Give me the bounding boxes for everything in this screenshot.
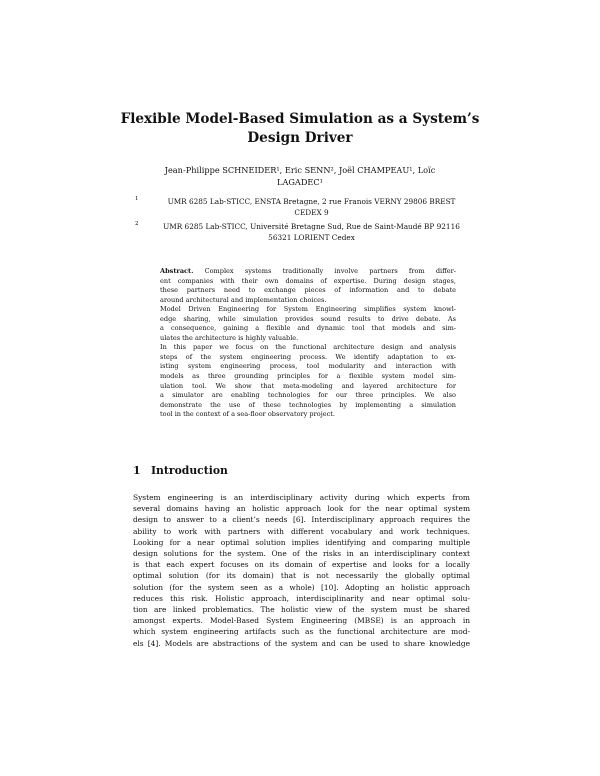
abstract-line: ent companies with their own domains of expertise. During design stages,: [160, 276, 456, 285]
abstract-line: ulates the architecture is highly valuable.: [160, 333, 299, 342]
body-line: design solutions for the system. One of the risks in an interdisciplinary context: [133, 549, 470, 559]
affiliation-line: 56321 LORIENT Cedex: [268, 233, 355, 242]
body-line: several domains having an holistic approach look for the near optimal system: [133, 504, 470, 514]
body-line: is that each expert focuses on its domain of expertise and looks for a locally: [133, 560, 470, 570]
affiliation-line: UMR 6285 Lab-STICC, ENSTA Bretagne, 2 rue Franois VERNY 29806 BREST: [167, 197, 456, 206]
abstract-line: models as three grounding principles for a flexible system model sim-: [160, 372, 456, 381]
abstract-text: Complex systems traditionally involve partners from differ-: [204, 267, 456, 275]
author-line: LAGADEC¹: [277, 177, 323, 187]
body-line: optimal solution (for its domain) that is not necessarily the globally optimal: [133, 571, 470, 581]
body-line: reduces this risk. Holistic approach, interdisciplinarity and near optimal solu-: [133, 593, 470, 603]
abstract-line: a simulator are enabling technologies for our three principles. We also: [160, 391, 456, 400]
affiliation-line: UMR 6285 Lab-STICC, Université Bretagne Sud, Rue de Saint-Maudé BP 92116: [163, 222, 460, 231]
abstract-label: Abstract.: [160, 267, 194, 275]
body-line: Looking for a near optimal solution implies identifying and comparing multiple: [133, 537, 470, 547]
abstract-line: demonstrate the use of these technologies by implementing a simulation: [160, 400, 456, 409]
abstract-line: ulation tool. We show that meta-modeling and layered architecture for: [160, 381, 456, 390]
title-line: Design Driver: [247, 130, 353, 146]
body-line: solution (for the system seen as a whole) [10]. Adopting an holistic approach: [133, 582, 470, 592]
abstract-line: a consequence, gaining a flexible and dynamic tool that models and sim-: [160, 324, 456, 333]
abstract-line: [160, 267, 456, 277]
abstract-line: isting system engineering process, tool modularity and interaction with: [160, 362, 456, 371]
abstract-line: edge sharing, while simulation provides sound results to drive debate. As: [160, 314, 456, 323]
body-line: System engineering is an interdisciplinary activity during which experts from: [133, 493, 470, 502]
abstract-line: steps of the system engineering process. We identify adaptation to ex-: [160, 352, 456, 361]
affiliation-number: 1: [135, 196, 139, 202]
section-heading: [133, 464, 228, 477]
author-line: Jean-Philippe SCHNEIDER¹, Eric SENN², Joël CHAMPEAU¹, Loïc: [164, 165, 436, 175]
body-text: [133, 492, 470, 649]
body-line: ability to work with partners with different vocabulary and work techniques.: [133, 526, 470, 536]
body-line: which system engineering artifacts such as the functional architecture are mod-: [133, 627, 470, 637]
section-title: Introduction: [151, 464, 228, 477]
abstract-line: around architectural and implementation choices.: [160, 295, 327, 304]
abstract: [160, 267, 456, 420]
title-line: Flexible Model-Based Simulation as a System’s: [120, 111, 480, 127]
abstract-line: tool in the context of a sea-floor observatory project.: [160, 410, 335, 419]
paper-title: [120, 110, 480, 148]
section-number: 1: [133, 464, 141, 477]
abstract-line: these partners need to exchange pieces of information and to debate: [160, 286, 456, 295]
body-line: els [4]. Models are abstractions of the system and can be used to share knowledge: [133, 638, 470, 648]
affiliation-2: [135, 221, 475, 243]
author-list: [130, 164, 470, 188]
abstract-line: Model Driven Engineering for System Engineering simplifies system knowl-: [160, 305, 456, 314]
body-line: tion are linked problematics. The holistic view of the system must be shared: [133, 605, 470, 615]
affiliation-number: 2: [135, 221, 139, 227]
body-line: amongst experts. Model-Based System Engineering (MBSE) is an approach in: [133, 616, 470, 626]
affiliation-1: [135, 196, 475, 218]
affiliation-line: CEDEX 9: [294, 208, 329, 217]
abstract-line: In this paper we focus on the functional architecture design and analysis: [160, 343, 456, 352]
body-line: design to answer to a client’s needs [6]. Interdisciplinary approach requires the: [133, 515, 470, 525]
